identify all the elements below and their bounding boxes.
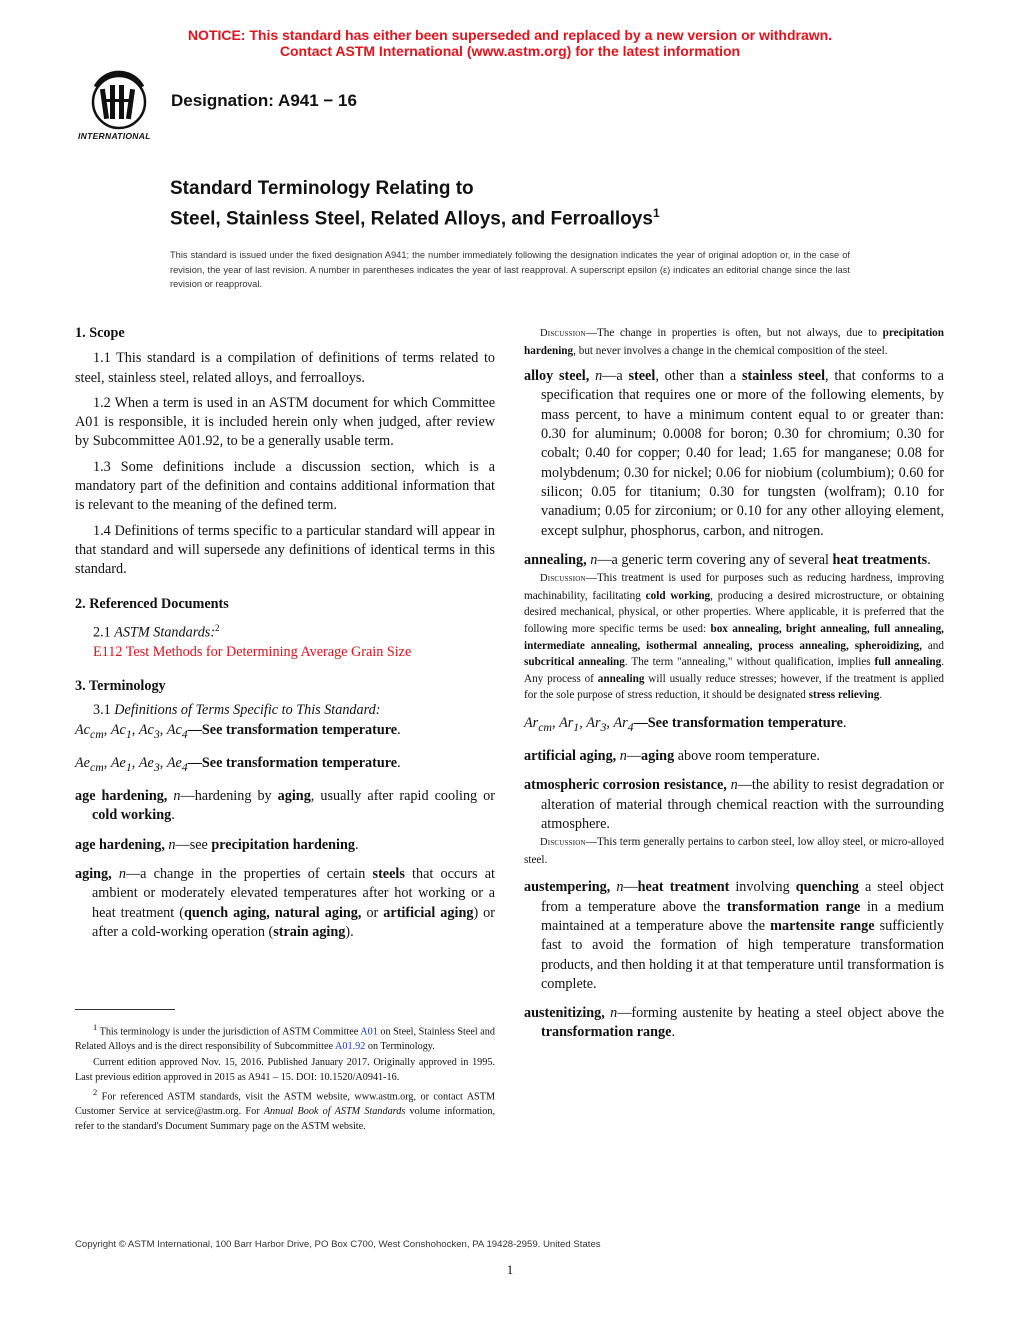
ae-sub: 1 [125,759,132,774]
def-text: — [626,748,642,765]
footnote-text: This terminology is under the jurisdiction of ASTM Committee [97,1026,361,1038]
e112-code-link[interactable]: E112 [93,643,123,660]
xref: precipitation hardening [211,836,355,853]
footnote-2 [75,1085,495,1135]
left-column [75,324,495,942]
term-name: age hardening, [75,788,168,805]
title-footnote-mark: 1 [652,206,660,220]
xref-transformation-temperature: transformation temperature [671,714,843,731]
discussion-annealing [524,570,944,704]
ar-sub: 3 [600,719,607,734]
ae-symbol: Ae [138,754,154,771]
xref: steel [628,368,656,385]
xref-transformation-temperature: transformation temperature [225,754,398,771]
def-text: in a medium maintained at a temperature above the [541,898,944,934]
term-name: alloy steel, [524,368,590,385]
punct: . [397,754,401,771]
footnote-ref-2[interactable]: 2 [215,622,220,633]
def-text: a steel object from a temperature above the [541,879,944,915]
withdrawal-notice [0,27,1020,59]
terminology-heading: 3. Terminology [75,678,166,695]
copyright-footer: Copyright © ASTM International, 100 Barr Harbor Drive, PO Box C700, West Conshohocken, PA 19428-2959. United States [75,1239,601,1250]
see-label: —See [633,714,672,731]
title-line-1: Standard Terminology Relating to [170,178,474,199]
punct: . [671,1024,675,1041]
discussion-age-hardening [524,325,944,359]
def-text: —hardening by [180,788,278,805]
ae-symbol: Ae [75,754,90,771]
e112-reference[interactable] [75,643,495,662]
para-1-1: 1.1 This standard is a compilation of definitions of terms related to steel, stainless steel, related alloys, and ferroalloys. [75,350,495,386]
footnote-text: volume information, refer to the standard's Document Summary page on the ASTM website. [75,1106,495,1133]
discussion-text: , producing a desired microstructure, or obtaining desired mechanical, physical, or other properties. Where applicable, it is preferred that the following more specific terms be used: [524,589,944,635]
ar-symbol: Ar [559,714,574,731]
discussion-text: will usually reduce stresses; however, if the treatment is applied for the sole purpose of stress reduction, it should be designated [524,672,945,702]
def-text: sufficiently fast to avoid the formation of high temperature transformation products, and then holding it at that temperature until transformation is complete. [541,918,945,992]
def-text: —a change in the properties of certain [125,865,373,882]
ar-symbol: Ar [524,714,539,731]
footnote-text: on Steel, Stainless Steel and Related Alloys and is the direct responsibility of Subcommittee [75,1026,495,1053]
discussion-text: . The term "annealing," without qualification, implies [624,656,875,669]
page-number: 1 [506,1262,514,1277]
def-text: involving [729,879,796,896]
xref: artificial aging [383,904,474,921]
discussion-text: —This treatment is used for purposes such as reducing hardness, improving machinability, facilitating [524,572,944,602]
xref: quench aging, natural aging, [183,904,362,921]
discussion-label: Discussion [540,837,586,849]
document-title [170,176,660,231]
logo-subtext: INTERNATIONAL [78,131,151,141]
footnote-mark: 2 [93,1086,98,1097]
see-label: —See [187,754,226,771]
xref: cold working [645,589,711,602]
discussion-text: . Any process of [524,656,945,685]
para-3-1-text: Definitions of Terms Specific to This Standard: [114,702,381,719]
def-text: —forming austenite by heating a steel object above the [617,1005,944,1022]
def-text: above room temperature. [674,748,820,765]
term-name: atmospheric corrosion resistance, [524,777,727,794]
ac-symbol: Ac [166,721,182,738]
ar-sub: 1 [573,719,580,734]
discussion-text: and [921,639,944,652]
term-ae: $Ae_{cm}$, $Ae_1$, $Ae_3$, $Ae_4—See$ transformation temperature. [75,754,401,774]
ar-symbol: Ar [586,714,601,731]
xref: annealing [597,672,645,685]
term-annealing [524,551,944,570]
punct: . [397,721,401,738]
discussion-text: —This term generally pertains to carbon steel, low alloy steel, or micro-alloyed steel. [524,836,944,866]
term-name: artificial aging, [524,748,617,765]
footnote-edition: Current edition approved Nov. 15, 2016. Published January 2017. Originally approved in 1995. Last previous edition approved in 2015 as A941 – 15. DOI: 10.1520/A0941-16. [75,1056,495,1083]
ac-sub: cm [89,726,104,741]
ar-sub: cm [538,719,552,734]
part-of-speech: n [168,836,176,853]
def-text: —see [175,836,212,853]
ac-sub: 1 [125,726,132,741]
para-3-1-num: 3.1 [93,702,115,719]
def-text: —a [602,368,629,385]
xref: aging [641,748,675,765]
xref: transformation range [541,1024,672,1041]
discussion-label: Discussion [540,328,586,339]
term-atmospheric-corrosion-resistance [524,776,944,834]
ae-sub: cm [89,759,104,774]
see-label: —See [187,721,226,738]
xref: quenching [795,879,859,896]
xref: strain aging [273,923,346,940]
part-of-speech: n [118,865,126,882]
term-age-hardening-1 [75,787,495,826]
discussion-text: —The change in properties is often, but not always, due to [585,327,883,339]
title-line-2 [170,201,660,231]
punct: . [354,836,359,853]
xref: stainless steel [741,368,826,385]
ar-sub: 4 [627,719,634,734]
term-name: annealing, [524,551,587,568]
part-of-speech: n [616,879,624,896]
part-of-speech: n [610,1005,618,1022]
punct: ). [345,923,354,940]
footnote-1 [75,1020,495,1055]
para-3-1 [75,701,495,720]
xref: full annealing [874,656,942,669]
term-name: aging, [75,865,112,882]
discussion-text: , but never involves a change in the chemical composition of the steel. [573,344,888,357]
footnote-italic: Annual Book of ASTM Standards [263,1106,406,1118]
footnote-mark: 1 [93,1022,98,1032]
footnote-text: on Terminology. [365,1041,435,1053]
xref: martensite range [770,918,875,934]
punct: . [927,551,931,568]
xref: subcritical annealing [524,656,625,669]
para-1-2: 1.2 When a term is used in an ASTM document for which Committee A01 is responsible, it is included herein only when judged, after review by Subcommittee A01.92, to be a generally usable term. [75,394,495,450]
term-name: age hardening, [75,836,165,853]
ae-sub: 3 [153,759,160,774]
discussion-atmospheric [524,834,944,868]
def-text: —the ability to resist degradation or alteration of material through chemical reaction with the surrounding atmosphere. [541,777,945,832]
term-ac: $Ac_{cm}$, $Ac_1$, $Ac_3$, $Ac_4—See$ transformation temperature. [75,721,401,741]
ac-symbol: Ac [138,721,154,738]
term-name: austenitizing, [524,1005,605,1022]
punct: . [171,807,175,824]
para-1-3: 1.3 Some definitions include a discussion section, which is a mandatory part of the definition and contains additional information that is relevant to the meaning of the defined term. [75,458,495,514]
ac-symbol: Ac [110,721,126,738]
part-of-speech: n [173,788,181,805]
xref: heat treatments [832,551,928,568]
def-text: , that conforms to a specification that requires one or more of the following elements, by mass percent, to have a minimum content equal to or greater than: 0.30 for aluminum; 0.0008 for boron; 0.30 for chromium; 0.30 for cobalt; 0.40 for copper; 0.40 for lead; 1.65 for manganese; 0.08 for molybdenum; 0.30 for nickel; 0.06 for niobium (columbium); 0.60 for silicon; 0.05 for titanium; 0.30 for tungsten (wolfram); 0.10 for vanadium; 0.05 for zirconium; or 0.10 for any other alloying element, except sulphur, phosphorus, carbon, and nitrogen. [541,368,944,539]
xref: heat treatment [637,879,730,896]
term-austempering [524,878,944,994]
term-alloy-steel [524,367,944,541]
xref: stress relieving [808,689,880,702]
def-text: , usually after rapid cooling or [310,788,496,805]
notice-line-1: NOTICE: This standard has either been superseded and replaced by a new version or withdrawn. [187,27,833,43]
ae-sub: 4 [181,759,188,774]
def-text: , other than a [655,368,742,385]
footnotes [75,1020,495,1134]
designation: Designation: A941 − 16 [171,91,357,110]
standard-notice: This standard is issued under the fixed designation A941; the number immediately following the designation indicates the year of original adoption or, in the case of revision, the year of last revision. A number in parentheses indicates the year of last reapproval. A superscript epsilon (ε) indicates an editorial change since the last revision or reapproval. [170,250,850,289]
scope-heading: 1. Scope [75,325,125,341]
right-column [524,325,944,1043]
para-2-1 [75,619,495,643]
title-line-2-text: Steel, Stainless Steel, Related Alloys, and Ferroalloys [170,208,653,230]
subcommittee-a0192-link[interactable]: A01.92 [335,1041,366,1053]
part-of-speech: n [730,777,738,794]
def-text: ) or after a cold-working operation ( [92,904,495,940]
astm-logo [76,69,162,145]
para-1-4: 1.4 Definitions of terms specific to a particular standard will appear in that standard and will supersede any definitions of identical terms in this standard. [75,522,495,578]
footnote-text: For referenced ASTM standards, visit the ASTM website, www.astm.org, or contact ASTM Customer Service at service@astm.org. For [75,1091,495,1118]
punct: . [879,689,883,702]
part-of-speech: n [595,368,603,385]
discussion-label: Discussion [540,573,586,585]
ac-symbol: Ac [75,721,90,738]
term-aging [75,865,495,942]
def-text: that occurs at ambient or moderately elevated temperatures after hot working or a heat treatment ( [92,865,496,921]
def-text: or [361,904,384,921]
part-of-speech: n [619,748,627,765]
def-text: — [623,879,638,896]
xref: precipitation hardening [524,327,944,357]
refdocs-heading: 2. Referenced Documents [75,595,229,612]
astm-standards-label: ASTM Standards: [114,624,216,641]
para-2-1-num: 2.1 [93,624,115,641]
xref: steels [372,865,405,882]
notice-line-2: Contact ASTM International (www.astm.org) for the latest information [279,43,741,59]
xref: cold working [92,807,172,824]
term-artificial-aging [524,747,944,766]
punct: . [842,714,847,731]
footnote-divider [75,1009,175,1010]
e112-title-link[interactable]: Test Methods for Determining Average Grain Size [125,643,412,660]
ae-symbol: Ae [166,754,182,771]
term-age-hardening-2 [75,836,495,855]
term-austenitizing [524,1004,944,1043]
term-ar: $Ar_{cm}$, $Ar_1$, $Ar_3$, $Ar_4—See$ transformation temperature. [524,714,847,734]
def-text: —a generic term covering any of several [597,551,833,568]
ae-symbol: Ae [110,754,126,771]
xref: box annealing, bright annealing, full annealing, intermediate annealing, isothermal annealing, process annealing, spheroidizing, [524,622,944,652]
xref: transformation range [726,898,861,915]
part-of-speech: n [590,551,598,568]
ar-symbol: Ar [613,714,628,731]
ac-sub: 4 [181,726,188,741]
xref: aging [277,788,311,805]
xref-transformation-temperature: transformation temperature [225,721,398,738]
committee-a01-link[interactable]: A01 [360,1026,378,1038]
term-name: austempering, [524,879,611,896]
ac-sub: 3 [153,726,160,741]
